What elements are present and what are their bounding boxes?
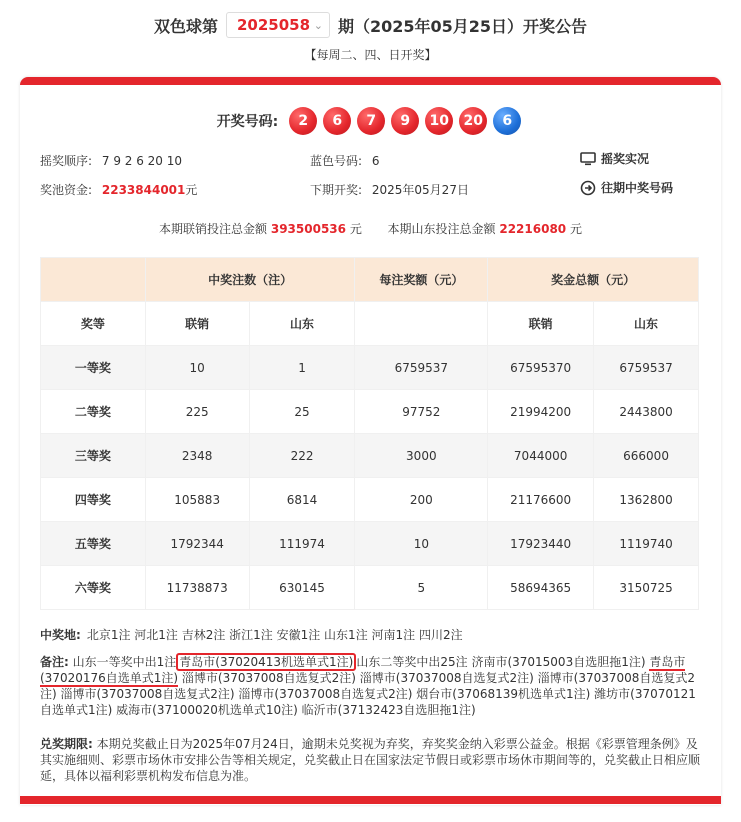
prize-pool-label: 奖池资金: [40, 183, 93, 197]
total-shandong: 2443800 [594, 390, 699, 434]
draw-order-value: 7 9 2 6 20 10 [101, 154, 183, 168]
count-national: 1792344 [145, 522, 249, 566]
count-shandong: 222 [249, 434, 355, 478]
shandong-sales-unit: 元 [569, 222, 582, 236]
table-header-row [41, 258, 699, 302]
prize-pool-value: 2233844001 [101, 183, 186, 197]
prize-level: 四等奖 [41, 478, 146, 522]
panel-bottom-bar [20, 796, 721, 804]
sales-totals [20, 220, 721, 237]
prize-each: 5 [355, 566, 488, 610]
header-national-total: 联销 [488, 302, 594, 346]
national-sales-label: 本期联销投注总金额 [159, 222, 268, 236]
issue-select[interactable] [226, 12, 330, 38]
notes-text-1: 山东一等奖中出1注 [72, 655, 177, 669]
count-national: 225 [145, 390, 249, 434]
table-row [41, 566, 699, 610]
total-shandong: 666000 [594, 434, 699, 478]
result-panel [20, 77, 721, 805]
draw-order-label: 摇奖顺序: [40, 154, 93, 168]
draw-label: 开奖号码: [216, 114, 279, 130]
blue-number [310, 152, 380, 169]
prize-level: 一等奖 [41, 346, 146, 390]
blue-number-value: 6 [371, 154, 380, 168]
next-draw [310, 181, 469, 198]
history-link[interactable] [580, 179, 673, 196]
count-shandong: 111974 [249, 522, 355, 566]
red-ball: 2 [289, 107, 317, 135]
underlined-second-prize: 青岛市(37020176自选单式1注) [40, 655, 686, 685]
prize-pool-unit: 元 [185, 183, 198, 197]
header-national: 联销 [145, 302, 249, 346]
prize-pool [40, 181, 197, 198]
table-row [41, 434, 699, 478]
prize-level: 二等奖 [41, 390, 146, 434]
monitor-icon [580, 152, 596, 166]
issue-value: 2025058 [236, 16, 311, 34]
notes-label: 备注: [40, 655, 69, 669]
prize-each: 200 [355, 478, 488, 522]
notes-text-3: 淄博市(37037008自选复式2注) 淄博市(37037008自选复式2注) 淄博市(37037008自选复式2注) 淄博市(37037008自选复式2注) 淄博市(37037008自选复式2注) 烟台市(37068139机选单式1注) 潍坊市(37070121自选单式1注) 威海市(37100020机选单式10注) 临沂市(37132423自选胆拖1注) [40, 671, 696, 717]
prize-level: 六等奖 [41, 566, 146, 610]
count-shandong: 6814 [249, 478, 355, 522]
count-national: 105883 [145, 478, 249, 522]
total-national: 58694365 [488, 566, 594, 610]
header-shandong-total: 山东 [594, 302, 699, 346]
total-national: 67595370 [488, 346, 594, 390]
claim-deadline-label: 兑奖期限: [40, 737, 93, 751]
draw-numbers [20, 107, 721, 135]
history-link-label: 往期中奖号码 [601, 181, 674, 195]
winning-locations-label: 中奖地: [40, 628, 81, 642]
header-count: 中奖注数（注） [145, 258, 355, 302]
red-ball: 7 [357, 107, 385, 135]
winning-locations [40, 626, 700, 643]
total-shandong: 6759537 [594, 346, 699, 390]
header-cell [355, 302, 488, 346]
live-draw-link[interactable] [580, 150, 649, 167]
header-total: 奖金总额（元） [488, 258, 699, 302]
title-suffix: 期（2025年05月25日）开奖公告 [337, 16, 588, 36]
highlighted-first-prize: 青岛市(37020413机选单式1注) [176, 653, 356, 671]
table-row [41, 522, 699, 566]
red-ball: 20 [459, 107, 487, 135]
count-shandong: 630145 [249, 566, 355, 610]
shandong-sales-value: 22216080 [499, 222, 567, 236]
header-cell [41, 258, 146, 302]
count-shandong: 25 [249, 390, 355, 434]
blue-number-label: 蓝色号码: [310, 154, 363, 168]
national-sales-unit: 元 [349, 222, 362, 236]
table-row [41, 478, 699, 522]
total-national: 21994200 [488, 390, 594, 434]
prize-each: 6759537 [355, 346, 488, 390]
next-draw-label: 下期开奖: [310, 183, 363, 197]
arrow-circle-icon [580, 180, 596, 196]
shandong-sales-label: 本期山东投注总金额 [387, 222, 496, 236]
draw-order [40, 152, 182, 169]
draw-schedule: 【每周二、四、日开奖】 [304, 48, 437, 62]
prize-each: 3000 [355, 434, 488, 478]
prize-table [40, 257, 699, 610]
national-sales-value: 393500536 [270, 222, 346, 236]
prize-each: 10 [355, 522, 488, 566]
count-national: 10 [145, 346, 249, 390]
header-each: 每注奖额（元） [355, 258, 488, 302]
total-shandong: 1119740 [594, 522, 699, 566]
table-subheader-row [41, 302, 699, 346]
live-draw-label: 摇奖实况 [601, 152, 650, 166]
prize-level: 五等奖 [41, 522, 146, 566]
page-title [0, 12, 741, 38]
red-ball: 9 [391, 107, 419, 135]
red-ball: 6 [323, 107, 351, 135]
total-national: 17923440 [488, 522, 594, 566]
next-draw-value: 2025年05月27日 [371, 183, 469, 197]
total-shandong: 1362800 [594, 478, 699, 522]
blue-ball: 6 [493, 107, 521, 135]
prize-level: 三等奖 [41, 434, 146, 478]
total-national: 7044000 [488, 434, 594, 478]
prize-each: 97752 [355, 390, 488, 434]
claim-deadline [40, 736, 702, 784]
total-shandong: 3150725 [594, 566, 699, 610]
header-level: 奖等 [41, 302, 146, 346]
notes [40, 654, 702, 718]
header-shandong: 山东 [249, 302, 355, 346]
table-row [41, 390, 699, 434]
count-national: 11738873 [145, 566, 249, 610]
total-national: 21176600 [488, 478, 594, 522]
title-prefix: 双色球第 [153, 16, 218, 36]
winning-locations-text: 北京1注 河北1注 吉林2注 浙江1注 安徽1注 山东1注 河南1注 四川2注 [86, 628, 463, 642]
chevron-down-icon: ⌄ [313, 18, 323, 32]
red-ball: 10 [425, 107, 453, 135]
claim-deadline-text: 本期兑奖截止日为2025年07月24日，逾期未兑奖视为弃奖，弃奖奖金纳入彩票公益金。根据《彩票管理条例》及其实施细则、彩票市场休市安排公告等相关规定，兑奖截止日在国家法定节假日或彩票市场休市期间等的，兑奖截止日相应顺延，具体以福利彩票机构发布信息为准。 [40, 737, 701, 783]
count-shandong: 1 [249, 346, 355, 390]
count-national: 2348 [145, 434, 249, 478]
panel-top-bar [20, 77, 721, 85]
notes-text-2: 山东二等奖中出25注 济南市(37015003自选胆拖1注) [356, 655, 646, 669]
table-row [41, 346, 699, 390]
